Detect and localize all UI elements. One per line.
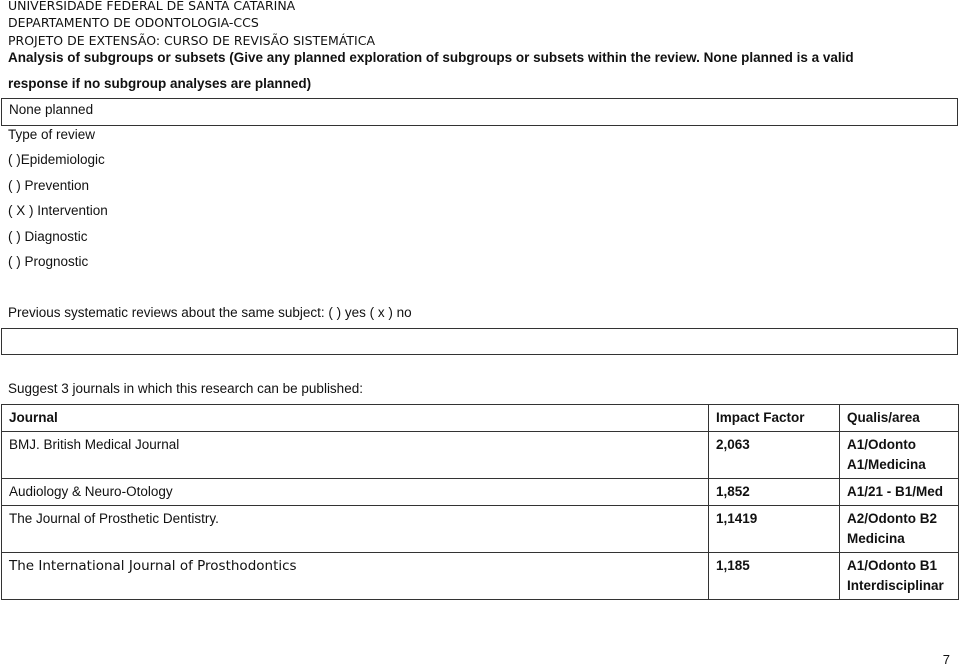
- impact-factor: 1,185: [709, 553, 840, 600]
- option-diagnostic[interactable]: ( ) Diagnostic: [8, 229, 88, 244]
- qualis-line: A1/Medicina: [847, 457, 926, 472]
- journal-name: BMJ. British Medical Journal: [2, 432, 709, 479]
- university-header: UNIVERSIDADE FEDERAL DE SANTA CATARINA: [8, 0, 296, 13]
- table-row: [2, 432, 959, 479]
- subgroups-answer-box[interactable]: [1, 98, 958, 126]
- qualis-line: A2/Odonto B2: [847, 511, 937, 526]
- qualis-line: Medicina: [847, 531, 905, 546]
- journal-name: The International Journal of Prosthodontics: [2, 553, 709, 600]
- journal-name: The Journal of Prosthetic Dentistry.: [2, 506, 709, 553]
- table-row: [2, 506, 959, 553]
- impact-factor: 1,852: [709, 479, 840, 506]
- impact-factor: 2,063: [709, 432, 840, 479]
- qualis-cell: [840, 506, 959, 553]
- qualis-line: A1/Odonto B1: [847, 558, 937, 573]
- option-intervention[interactable]: ( X ) Intervention: [8, 203, 108, 218]
- journal-name: Audiology & Neuro-Otology: [2, 479, 709, 506]
- table-row: [2, 479, 959, 506]
- journals-prompt: Suggest 3 journals in which this research can be published:: [8, 381, 363, 396]
- subgroups-prompt-line1: Analysis of subgroups or subsets (Give any planned exploration of subgroups or subsets within the review. None planned is a valid: [8, 50, 854, 65]
- qualis-cell: [840, 432, 959, 479]
- previous-reviews-answer-box[interactable]: [1, 328, 958, 355]
- review-type-heading: Type of review: [8, 127, 96, 142]
- option-prevention[interactable]: ( ) Prevention: [8, 178, 90, 193]
- project-header: PROJETO DE EXTENSÃO: CURSO DE REVISÃO SISTEMÁTICA: [8, 33, 376, 48]
- option-epidemiologic[interactable]: ( )Epidemiologic: [8, 152, 105, 167]
- department-header: DEPARTAMENTO DE ODONTOLOGIA-CCS: [8, 15, 259, 30]
- option-prognostic[interactable]: ( ) Prognostic: [8, 254, 89, 269]
- table-header-row: [2, 405, 959, 432]
- impact-factor: 1,1419: [709, 506, 840, 553]
- column-header-journal: Journal: [2, 405, 709, 432]
- column-header-impact-factor: Impact Factor: [709, 405, 840, 432]
- qualis-line: A1/Odonto: [847, 437, 916, 452]
- subgroups-prompt-line2: response if no subgroup analyses are planned): [8, 76, 312, 91]
- qualis-line: Interdisciplinar: [847, 578, 944, 593]
- column-header-qualis: Qualis/area: [840, 405, 959, 432]
- subgroups-answer: None planned: [9, 102, 94, 117]
- qualis-cell: [840, 553, 959, 600]
- page-number: 7: [942, 652, 950, 667]
- table-row: [2, 553, 959, 600]
- journals-table: [1, 404, 959, 600]
- qualis-line: A1/21 - B1/Med: [847, 484, 944, 499]
- previous-reviews-question: Previous systematic reviews about the same subject: ( ) yes ( x ) no: [8, 305, 412, 320]
- qualis-cell: [840, 479, 959, 506]
